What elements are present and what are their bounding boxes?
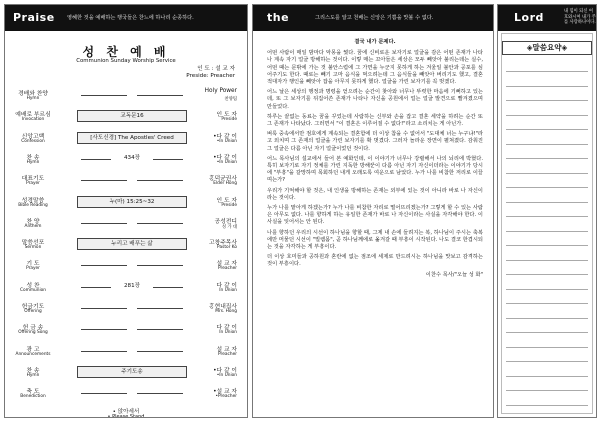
sermon-verse: 그리스도를 알고 천배는 신앙은 기쁨을 맛볼 수 없다. [315,15,434,21]
service-subtitle: Communion Sunday Worship Service [76,58,176,64]
order-detail: 434장 [121,155,143,161]
lord-panel [497,4,597,418]
sermon-paragraph: 더 이상 호미들과 공하원과 혼란에 없는 점조에 세제로 만드려시는 하나님을 맛보고 감격하는 것이 부흥이다. [267,254,483,268]
closing-en: • Please Stand [107,414,145,418]
note-line [506,361,588,362]
order-item-en: Offering Song [18,330,48,336]
officiant-en: Preside: Preacher [186,73,235,79]
order-detail-line [77,153,187,165]
praise-header [5,5,247,31]
lord-title: Lord [514,11,544,24]
order-detail-box: 누리고 배푸는 삶 [77,238,187,250]
note-line [506,390,588,391]
order-row [5,277,247,299]
order-row [5,255,247,277]
sermon-paragraphs [267,50,483,268]
note-line [506,129,588,130]
order-leader-ko: 공성전디 [214,218,237,225]
order-leader-ko: •다 같 이 [213,133,237,140]
note-line [506,303,588,304]
note-line [506,245,588,246]
order-item-en: Bible Reading [18,202,48,208]
order-detail-line [77,281,187,293]
order-detail-box: [사도신경] The Apostles' Creed [77,132,187,144]
order-leader-ko: •다 같 이 [213,154,237,161]
order-leader-en: •Preacher [215,394,237,400]
order-item-ko: 신앙고백 [21,133,45,140]
order-item-ko: 찬 양 [26,218,40,225]
order-leader-en: •In Union [216,159,237,165]
sermon-body [267,39,483,282]
sermon-title: 결국 내가 문제다. [354,39,396,45]
order-item-en: Communion [20,287,46,293]
order-item-en: Hymn [26,96,40,101]
closing-ko: • 앉아세서 [112,409,140,415]
order-item-en: Announcements [15,351,51,357]
order-row [5,298,247,320]
order-leader-en: Elder Hong [213,181,237,187]
note-line [506,115,588,116]
order-item-en: Anthem [24,223,42,229]
order-item-en: Hymn [26,159,40,165]
praise-verse: 영혜한 것을 예배하는 행국들은 찬느에 하나리 순종하다. [67,15,194,21]
order-detail [129,389,135,395]
summary-heading: ◈말씀요약◈ [502,41,592,55]
order-leader-en: 찬양팀 [224,97,237,102]
order-item-ko: 경배와 찬양 [18,91,48,97]
service-title: 성 찬 예 배 [82,45,170,59]
order-detail-box: 주기도송 [77,366,187,378]
order-item-en: Invocation [21,117,45,123]
note-line [506,202,588,203]
order-row [5,319,247,341]
order-item-ko: 기 도 [26,261,40,268]
order-detail [129,347,135,353]
order-leader-ko: Holy Power [204,88,237,94]
order-item-ko: 성경말씀 [21,197,45,204]
order-row [5,362,247,384]
order-detail [129,261,135,267]
note-line [506,216,588,217]
note-line [506,100,588,101]
order-detail-line [77,387,187,399]
note-line [506,173,588,174]
order-leader-ko: 인 도 자 [216,112,237,119]
notes-frame [501,33,593,414]
order-detail-line [77,217,187,229]
order-leader-en: Preside [221,202,237,208]
order-leader-en: 성 가 대 [221,224,237,230]
sermon-band-title: the [267,11,290,24]
note-line [506,318,588,319]
order-row [5,170,247,192]
note-line [506,144,588,145]
order-detail [129,304,135,310]
order-item-ko: 찬 송 [26,154,40,161]
order-item-en: Prayer [26,266,40,272]
order-detail [129,176,135,182]
order-item-en: Offering [24,309,42,314]
order-leader-ko: 홍덕균권사 [209,176,237,183]
officiant-ko: 인 도 : 설 교 자 [197,66,235,72]
order-row [5,341,247,363]
order-item-en: Sermon [24,245,42,251]
order-leader-en: Preacher [218,351,237,357]
praise-panel [4,4,248,418]
order-leader-en: Pastor Ko [217,245,237,251]
order-leader-ko: 홍현내집사 [209,304,237,310]
order-row [5,128,247,150]
order-row [5,106,247,128]
order-leader-en: Mrs. Hong [215,309,237,314]
order-detail-line [77,259,187,271]
sermon-paragraph: 누가 나를 맡아게 하겠는가? 누가 나를 비참한 자리로 떨어뜨리겠는가? 그렇게 할 수 있는 사람은 아무도 없다. 나를 향하게 하는 유일한 존재가 바로 나 자신이라는 사실을 자각해야 한다. 이 사실을 잊어서는 안 된다. [267,205,483,226]
order-item-ko: 말씀선포 [21,240,45,247]
note-line [506,86,588,87]
order-detail-line [77,89,187,101]
sermon-paragraph: 하루는 끝없는 동료는 꿈을 꾸었는데 사람하는 신부와 손을 잡고 결혼 세약을 하려는 순간 또 그 존재가 나타났다. 그러면서 "이 결혼은 이루어질 수 없다!"라고 소리치는 게 아닌가. [267,113,483,128]
order-item-ko: 축 도 [26,389,40,396]
order-detail-line [77,345,187,357]
note-line [506,289,588,290]
order-row [5,383,247,405]
note-line [506,231,588,232]
order-detail-line [77,302,187,314]
order-detail [129,91,135,97]
order-detail-line [77,323,187,335]
order-leader-en: In Union [219,330,237,336]
order-leader-en: •In Union [216,138,237,144]
note-line [506,376,588,377]
order-leader-ko: 설 교 자 [216,261,237,268]
order-item-ko: 대표기도 [21,176,45,183]
order-row [5,192,247,214]
order-leader-ko: 설 교 자 [216,346,237,353]
note-line [506,71,588,72]
order-item-ko: 성 찬 [26,282,40,289]
note-line [506,260,588,261]
sermon-panel [252,4,494,418]
sermon-header [253,5,493,31]
order-item-ko: 예배로 부르심 [15,112,51,119]
sermon-paragraph: 어느 날은 세상의 행정과 명령을 얻으려는 순간이 찾아와 너무나 뚜렷한 마음에 기뻐하고 있는데, 또 그 보자기를 뒤집어쓴 존재가 나타나 자신을 공원에서 얼는 얼굴 발견으로 빨겨졌으며 만들었다. [267,89,483,110]
order-item-en: Confession [21,138,45,144]
order-item-ko: 광 고 [26,346,40,353]
order-leader-ko: •다 같 이 [213,367,237,374]
order-detail-line [77,174,187,186]
order-leader-en: •In Union [216,372,237,378]
note-line [506,347,588,348]
lord-header [498,5,596,31]
note-line [506,158,588,159]
note-line [506,332,588,333]
order-leader-en: In Union [219,287,237,293]
order-row [5,149,247,171]
order-leader-ko: 다 같 이 [216,282,237,289]
sermon-paragraph: 나를 향하던 우리의 시선이 하나님을 향할 때, 그제 내 손에 들려지는 복, 하나님이 주시는 축복에만 머물던 시선이 "빌렘몸", 곧 하나님께에로 옮겨갈 때 부흥이 시작된다. 나도 결코 한겹시되는 것을 자각하는 게 부흥이다. [267,229,483,251]
note-line [506,187,588,188]
order-leader-ko: 인 도 자 [216,197,237,204]
order-row [5,234,247,256]
sermon-paragraph: 어느 목사님의 설교에서 들어 본 예화인데, 이 이야기가 너무나 강렬해서 나의 뇌리에 박혔다. 특히 보자기로 자기 정체를 가린 지독한 방해꾼이 다름 아닌 자기 자신이더라는 이야기가 당시에 "부흥"을 갈망하며 목회하던 내게 오래도록 여운으로 남았다. 누가 나를 비참한 저리로 이끌며는가? [267,155,483,184]
order-leader-ko: 고창주목사 [209,240,237,247]
order-row [5,85,247,107]
sermon-signature: 이찬수 목사/"오늘 성 화" [425,271,483,278]
order-leader-en: Preacher [218,266,237,272]
order-detail-box: 교독문16 [77,110,187,122]
order-detail-box: 누(마) 15:25~32 [77,196,187,208]
order-leader-en: Preside [221,117,237,123]
order-detail [129,219,135,225]
order-leader-ko: 다 같 이 [216,325,237,332]
note-line [506,274,588,275]
order-row [5,213,247,235]
sermon-paragraph: 벼룩 중속에서만 점호에게 계속되는 결혼함에 더 이상 참을 수 없어서 "도대체 너는 누구냐!"라고 외치며 그 존재의 얼굴을 가린 보자기를 확 벗겼다. 그러자 놀라운 장면이 펼쳐졌다. 감춰진 그 얼굴은 다름 아닌 자기 얼굴이었던 것이다. [267,131,483,152]
order-item-ko: 헌 금 송 [22,325,44,332]
order-item-en: Benediction [20,394,46,400]
praise-title: Praise [13,11,55,24]
order-detail: 281장 [121,283,143,289]
order-item-en: Hymn [26,372,40,378]
order-detail [129,325,135,331]
order-item-ko: 찬 송 [26,367,40,374]
lord-subtitle: 내 힘이 되신 여호와시여 내가 주를 사랑하나이다. [564,9,596,25]
order-item-ko: 헌금기도 [21,304,45,310]
note-line [506,405,588,406]
order-leader-ko: •설 교 자 [213,389,237,396]
order-item-en: Prayer [26,181,40,187]
sermon-paragraph: 우리가 기억해야 할 것은, 내 인생을 방해하는 존재는 외부에 있는 것이 아니라 바로 나 자신이라는 것이다. [267,187,483,201]
sermon-paragraph: 어떤 사람이 매일 밤마다 악몽을 꿨다. 꿈에 신비로운 보자기로 얼굴을 감은 어떤 존재가 나타나 계속 자기 얼굴 방해하는 것이다. 이렇 매는 꼬아들은 세상은 모두 빼앗아 불리는데는 실수, 어떤 때는 문밖에 가는 것 불안스럽에 그 가면을 누군지 못하게 하는 겨울일 불안과 공포를 심어주기도 한다. 때로는 빼기 고마 음식을 먹으려는데 그 음식들을 빼앗아 버리기도 했고, 결혼 적대자가 행인을 빼앗아 잡을 아무지 못하게 했다. 얼굴을 가린 보자기를 꼭 벗겠다. [267,50,483,86]
